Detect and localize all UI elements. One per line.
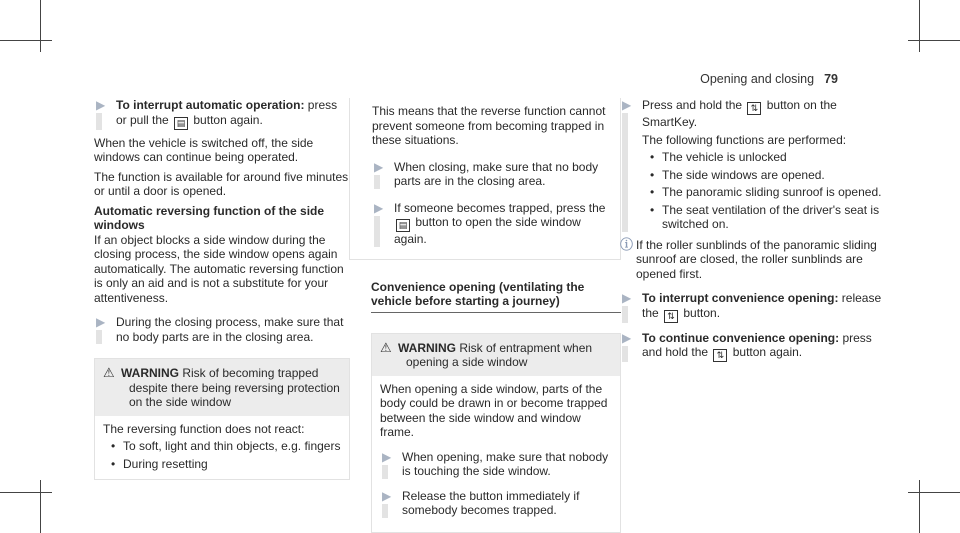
arrow-right-icon: ▶ bbox=[622, 330, 632, 345]
warning-description: opening a side window bbox=[406, 355, 528, 369]
warning-description: Risk of entrapment when bbox=[459, 340, 593, 355]
warning-title: WARNING bbox=[398, 340, 456, 355]
crop-mark bbox=[0, 492, 52, 493]
window-switch-icon: ▤ bbox=[174, 117, 188, 130]
crop-mark bbox=[908, 40, 960, 41]
paragraph: If an object blocks a side window during the closing process, the side window opens again automatically. The automatic reversing function is only an aid and is not a substitute for your attentiveness. bbox=[94, 232, 344, 305]
step-text: button to open the side window again. bbox=[394, 215, 581, 246]
warning-box bbox=[94, 358, 350, 480]
step-text: When opening, make sure that nobody is touching the side window. bbox=[402, 449, 609, 478]
paragraph: The function is available for around five minutes or until a door is opened. bbox=[94, 169, 349, 198]
step-label: To interrupt convenience opening: bbox=[642, 291, 839, 305]
warning-description: despite there being reversing protection on the side window bbox=[129, 380, 340, 409]
step-bar bbox=[96, 113, 102, 130]
arrow-right-icon: ▶ bbox=[96, 98, 106, 112]
key-unlock-icon: ⇅ bbox=[664, 310, 678, 323]
crop-mark bbox=[919, 0, 920, 52]
step-text: During the closing process, make sure that no body parts are in the closing area. bbox=[116, 315, 344, 344]
step-bar bbox=[374, 175, 380, 189]
arrow-right-icon: ▶ bbox=[382, 488, 392, 503]
column-1 bbox=[94, 98, 350, 480]
info-icon: ⓘ bbox=[620, 236, 634, 252]
list-item: • The side windows are opened. bbox=[642, 168, 890, 183]
step-bar bbox=[382, 504, 388, 518]
step-text: button. bbox=[680, 305, 721, 320]
section-title: Opening and closing bbox=[700, 72, 815, 86]
warning-header bbox=[372, 334, 620, 376]
warning-text: The reversing function does not react: bbox=[103, 421, 305, 436]
step-text: button again. bbox=[190, 112, 263, 127]
step-text: Press and hold the bbox=[642, 98, 746, 112]
crop-mark bbox=[908, 492, 960, 493]
step-label: To continue convenience opening: bbox=[642, 330, 840, 345]
step-bar bbox=[96, 330, 102, 344]
paragraph: When the vehicle is switched off, the side windows can continue being operated. bbox=[94, 135, 314, 164]
section-heading: Convenience opening (ventilating the vehicle before starting a journey) bbox=[371, 280, 621, 313]
arrow-right-icon: ▶ bbox=[96, 315, 106, 329]
step-text: If someone becomes trapped, press the bbox=[394, 200, 606, 215]
page-header bbox=[700, 72, 838, 86]
warning-body bbox=[372, 376, 620, 532]
crop-mark bbox=[0, 40, 52, 41]
step-text: When closing, make sure that no body parts are in the closing area. bbox=[394, 159, 599, 188]
arrow-right-icon: ▶ bbox=[374, 200, 384, 215]
key-unlock-icon: ⇅ bbox=[747, 102, 761, 115]
step-text: press or pull the bbox=[116, 98, 338, 127]
step-bar bbox=[622, 346, 628, 363]
arrow-right-icon: ▶ bbox=[622, 98, 632, 112]
warning-header bbox=[95, 359, 349, 416]
warning-text: When opening a side window, parts of the body could be drawn in or become trapped between the side window and window frame. bbox=[380, 381, 608, 439]
instruction-step bbox=[380, 489, 612, 518]
step-bar bbox=[622, 113, 628, 232]
step-bar bbox=[622, 306, 628, 323]
key-unlock-icon: ⇅ bbox=[713, 349, 727, 362]
instruction-step bbox=[372, 201, 608, 247]
step-bar bbox=[374, 216, 380, 247]
arrow-right-icon: ▶ bbox=[382, 449, 392, 464]
window-switch-icon: ▤ bbox=[396, 219, 410, 232]
instruction-step bbox=[372, 160, 608, 189]
column-2 bbox=[349, 98, 621, 533]
step-text: Release the button immediately if somebody becomes trapped. bbox=[402, 488, 580, 517]
instruction-step bbox=[94, 98, 350, 130]
instruction-step bbox=[94, 315, 350, 344]
crop-mark bbox=[919, 480, 920, 533]
warning-description: Risk of becoming trapped bbox=[182, 366, 319, 380]
step-label: To interrupt automatic operation: bbox=[116, 98, 305, 112]
page-number: 79 bbox=[824, 72, 838, 86]
list-item: • The panoramic sliding sunroof is opened. bbox=[642, 185, 890, 200]
step-text: press and hold the bbox=[642, 330, 872, 359]
warning-title: WARNING bbox=[121, 366, 179, 380]
list-item: • During resetting bbox=[103, 457, 341, 472]
subheading: Automatic reversing function of the side windows bbox=[94, 203, 325, 232]
list-item: • The vehicle is unlocked bbox=[642, 150, 890, 165]
instruction-step bbox=[380, 450, 612, 479]
step-text: button on the SmartKey. bbox=[642, 98, 837, 129]
crop-mark bbox=[40, 0, 41, 52]
info-note bbox=[620, 238, 890, 282]
crop-mark bbox=[40, 480, 41, 533]
instruction-step bbox=[620, 98, 890, 232]
warning-triangle-icon: ⚠ bbox=[380, 339, 392, 355]
warning-triangle-icon: ⚠ bbox=[103, 365, 115, 380]
warning-body bbox=[95, 416, 349, 480]
list-item: • To soft, light and thin objects, e.g. fingers bbox=[103, 439, 341, 454]
step-bar bbox=[382, 465, 388, 479]
arrow-right-icon: ▶ bbox=[374, 159, 384, 174]
warning-continuation-box bbox=[349, 98, 621, 260]
note-text: If the roller sunblinds of the panoramic sliding sunroof are closed, the roller sunblinds are opened first. bbox=[636, 237, 877, 281]
arrow-right-icon: ▶ bbox=[622, 291, 632, 305]
instruction-step bbox=[620, 331, 890, 363]
list-item: • The seat ventilation of the driver's seat is switched on. bbox=[642, 203, 890, 232]
step-text: button again. bbox=[729, 345, 803, 359]
column-3 bbox=[620, 98, 890, 368]
warning-box bbox=[371, 333, 621, 533]
step-text: release the bbox=[642, 291, 882, 320]
instruction-step bbox=[620, 291, 890, 323]
paragraph: This means that the reverse function cannot prevent someone from becoming trapped in these situations. bbox=[372, 104, 606, 147]
paragraph: The following functions are performed: bbox=[642, 132, 847, 147]
